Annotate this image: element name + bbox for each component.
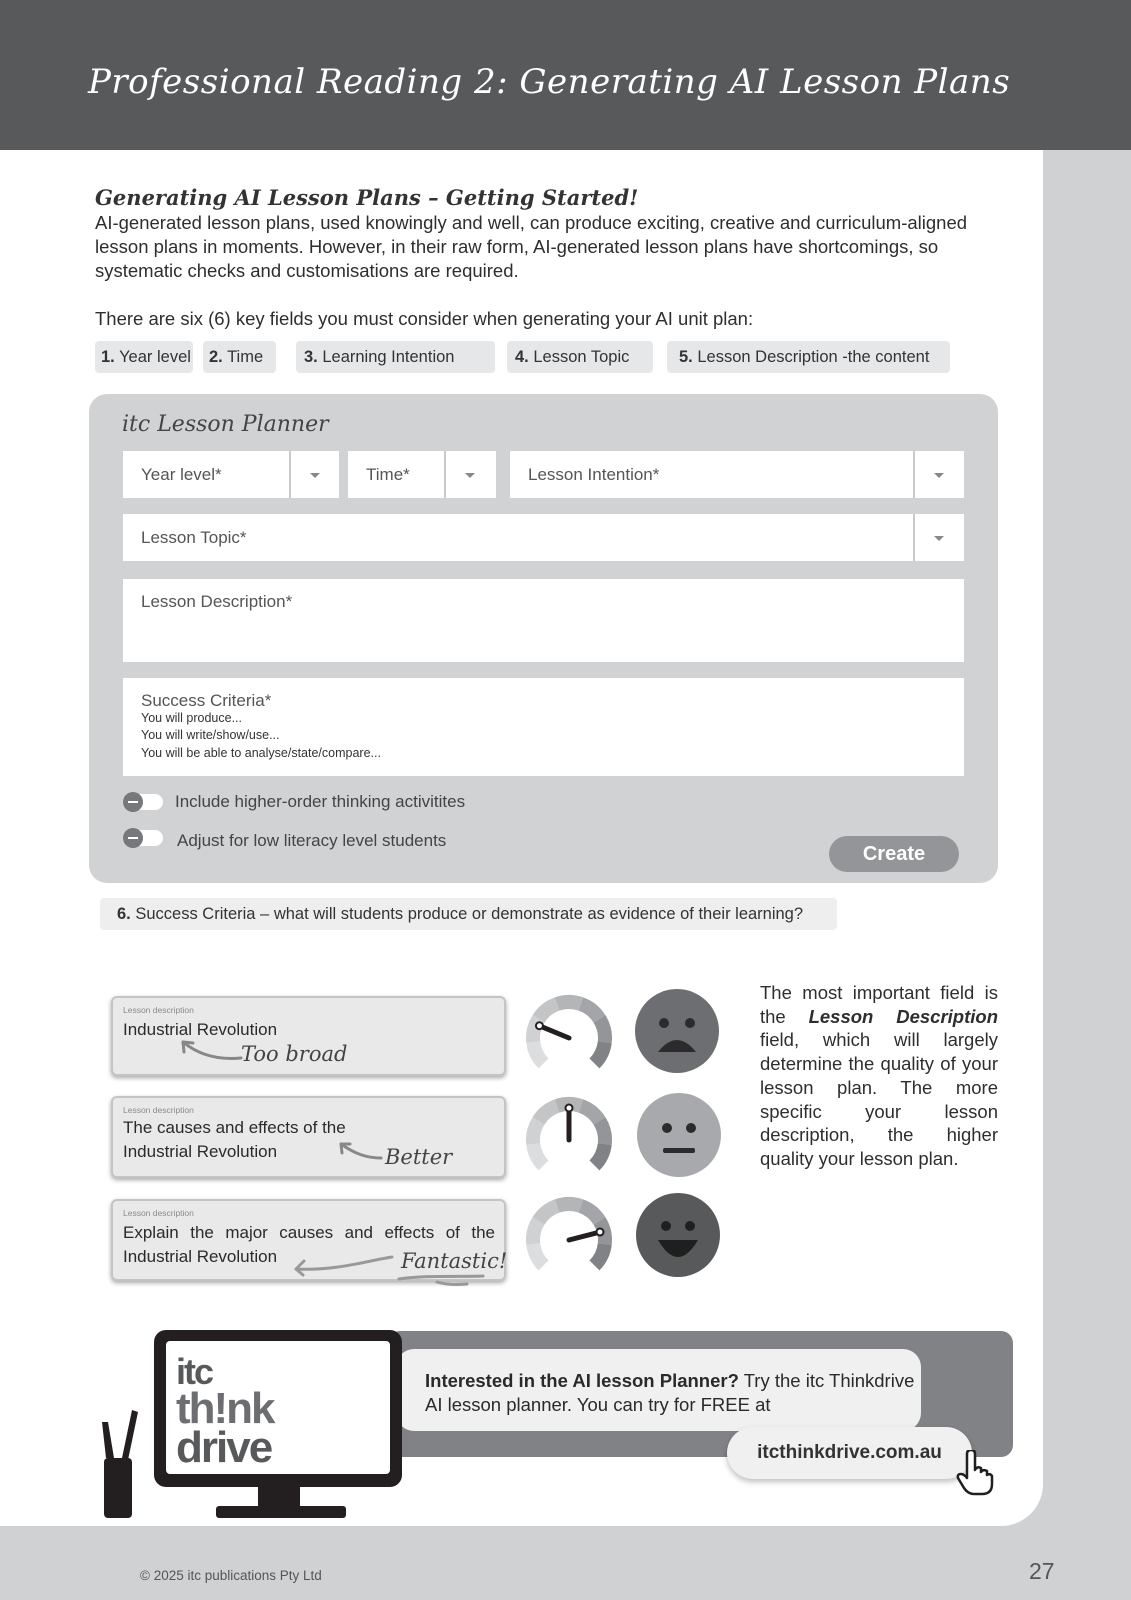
- example-card-better: [111, 1096, 506, 1178]
- pill-number: 1.: [101, 348, 115, 366]
- lesson-topic-select[interactable]: [123, 514, 964, 561]
- higher-order-toggle-label: Include higher-order thinking activitites: [175, 792, 466, 811]
- success-criteria-hint: You will be able to analyse/state/compare...: [141, 746, 381, 760]
- year-level-label: Year level*: [141, 465, 222, 484]
- importance-paragraph: [760, 981, 998, 1171]
- example-remark: Fantastic!: [401, 1249, 508, 1273]
- importance-emphasis: Lesson Description: [808, 1005, 998, 1027]
- toggle-knob: [123, 792, 143, 812]
- example-mini-label: Lesson description: [123, 1005, 194, 1015]
- example-remark: Better: [385, 1145, 453, 1169]
- gauge-segment: [533, 1244, 543, 1265]
- section-subtitle: Generating AI Lesson Plans – Getting Started!: [95, 185, 639, 210]
- success-criteria-label: Success Criteria*: [141, 691, 272, 710]
- example-remark: Too broad: [241, 1042, 348, 1066]
- fields-intro-paragraph: There are six (6) key fields you must consider when generating your AI unit plan:: [95, 308, 754, 329]
- gauge-needle-tip: [596, 1229, 603, 1236]
- quality-gauge-medium: [522, 1090, 616, 1184]
- logo-line: itc: [176, 1351, 213, 1392]
- gauge-segment: [581, 1206, 600, 1221]
- gauge-needle-tip: [566, 1105, 573, 1112]
- chevron-down-icon[interactable]: [913, 451, 961, 498]
- pill-number: 5.: [679, 348, 693, 366]
- logo-line: th!nk: [176, 1384, 274, 1433]
- pill-label: Lesson Description -the content: [697, 348, 930, 366]
- gauge-segment: [533, 1144, 543, 1165]
- planner-title: itc Lesson Planner: [122, 412, 329, 437]
- footer-copyright: © 2025 itc publications Pty Ltd: [140, 1568, 322, 1583]
- chevron-down-icon[interactable]: [289, 451, 337, 498]
- intro-paragraph: AI-generated lesson plans, used knowingly and well, can produce exciting, creative and curriculum-aligned lesson plans in moments. However, in their raw form, AI-generated lesson plans have shortcomings, so systematic checks and customisations are required.: [95, 212, 968, 281]
- pill-number: 3.: [304, 348, 318, 366]
- lesson-description-input[interactable]: [123, 579, 964, 662]
- gauge-segment: [557, 1204, 581, 1206]
- example-mini-label: Lesson description: [123, 1208, 194, 1218]
- neutral-face-icon: [636, 1092, 722, 1178]
- note-number: 6.: [117, 905, 131, 923]
- gauge-segment: [594, 1042, 604, 1063]
- promo-text: [425, 1369, 915, 1417]
- gauge-segment: [539, 1106, 558, 1121]
- success-criteria-hint: You will produce...: [141, 711, 242, 725]
- toggle-knob: [123, 828, 143, 848]
- lesson-intention-select[interactable]: [510, 451, 964, 498]
- field-pill-learning-intention: [296, 341, 495, 373]
- gauge-needle: [539, 1026, 569, 1038]
- quality-gauge-high: [522, 1190, 616, 1284]
- example-card-fantastic: [111, 1199, 506, 1281]
- example-text: The causes and effects of the Industrial Revolution: [123, 1118, 346, 1161]
- gauge-segment: [594, 1144, 604, 1165]
- thinkdrive-logo: [176, 1351, 274, 1472]
- field-pill-time: [203, 341, 276, 373]
- arrow-icon: [335, 1138, 385, 1168]
- logo-line: drive: [176, 1423, 272, 1472]
- gauge-segment: [539, 1004, 558, 1019]
- field-pill-year-level: [95, 341, 193, 373]
- example-text: Explain the major causes and effects of the Industrial Revolution: [123, 1223, 495, 1266]
- example-text: Industrial Revolution: [123, 1020, 278, 1039]
- sad-face-icon: [634, 988, 720, 1074]
- success-criteria-note: [100, 898, 837, 930]
- gauge-segment: [599, 1019, 605, 1042]
- gauge-segment: [533, 1221, 539, 1244]
- quality-gauge-low: [522, 988, 616, 1082]
- gauge-needle-tip: [536, 1022, 543, 1029]
- success-criteria-input[interactable]: [123, 678, 964, 776]
- arrow-icon: [286, 1249, 396, 1277]
- success-criteria-hint: You will write/show/use...: [141, 728, 280, 742]
- gauge-segment: [599, 1121, 605, 1144]
- example-card-broad: [111, 996, 506, 1076]
- arrow-icon: [175, 1036, 245, 1066]
- year-level-select[interactable]: [123, 451, 339, 498]
- lesson-description-label: Lesson Description*: [141, 592, 293, 611]
- underline-scribble: [397, 1273, 487, 1289]
- pill-label: Year level: [119, 348, 191, 366]
- example-mini-label: Lesson description: [123, 1105, 194, 1115]
- pill-label: Time: [227, 348, 264, 366]
- low-literacy-toggle-label: Adjust for low literacy level students: [177, 831, 447, 850]
- thinkdrive-url-link[interactable]: itcthinkdrive.com.au: [727, 1427, 972, 1479]
- gauge-segment: [557, 1002, 581, 1004]
- promo-body: Try the itc Thinkdrive AI lesson planner. You can try for FREE at: [425, 1370, 915, 1415]
- low-literacy-toggle[interactable]: [123, 830, 163, 846]
- gauge-segment: [581, 1106, 600, 1121]
- importance-text: The most important field is the: [760, 982, 998, 1027]
- pill-label: Lesson Topic: [533, 348, 630, 366]
- time-label: Time*: [366, 465, 410, 484]
- gauge-needle: [569, 1232, 600, 1240]
- importance-text: field, which will largely determine the quality of your lesson plan. The more specific your lesson description, the higher quality your lesson plan.: [760, 1029, 998, 1169]
- page-header: [0, 0, 1131, 150]
- pill-number: 4.: [515, 348, 529, 366]
- gauge-segment: [533, 1042, 543, 1063]
- lesson-topic-label: Lesson Topic*: [141, 528, 247, 547]
- time-select[interactable]: [348, 451, 496, 498]
- happy-face-icon: [635, 1192, 721, 1278]
- chevron-down-icon[interactable]: [913, 514, 961, 561]
- gauge-segment: [539, 1206, 558, 1221]
- chevron-down-icon[interactable]: [444, 451, 492, 498]
- page-title: Professional Reading 2: Generating AI Lesson Plans: [88, 62, 1011, 102]
- gauge-segment: [581, 1004, 600, 1019]
- promo-bold: Interested in the AI lesson Planner?: [425, 1370, 739, 1391]
- note-text: Success Criteria – what will students produce or demonstrate as evidence of their learning?: [135, 905, 804, 923]
- field-pill-lesson-topic: [507, 341, 653, 373]
- higher-order-toggle[interactable]: [123, 794, 163, 810]
- lesson-intention-label: Lesson Intention*: [528, 465, 660, 484]
- pill-number: 2.: [209, 348, 223, 366]
- gauge-segment: [533, 1121, 539, 1144]
- gauge-segment: [594, 1244, 604, 1265]
- hand-pointer-icon: [955, 1450, 995, 1496]
- pill-label: Learning Intention: [322, 348, 455, 366]
- field-pill-lesson-description: [667, 341, 950, 373]
- create-button[interactable]: Create: [829, 836, 959, 872]
- page-number: 27: [1029, 1558, 1055, 1584]
